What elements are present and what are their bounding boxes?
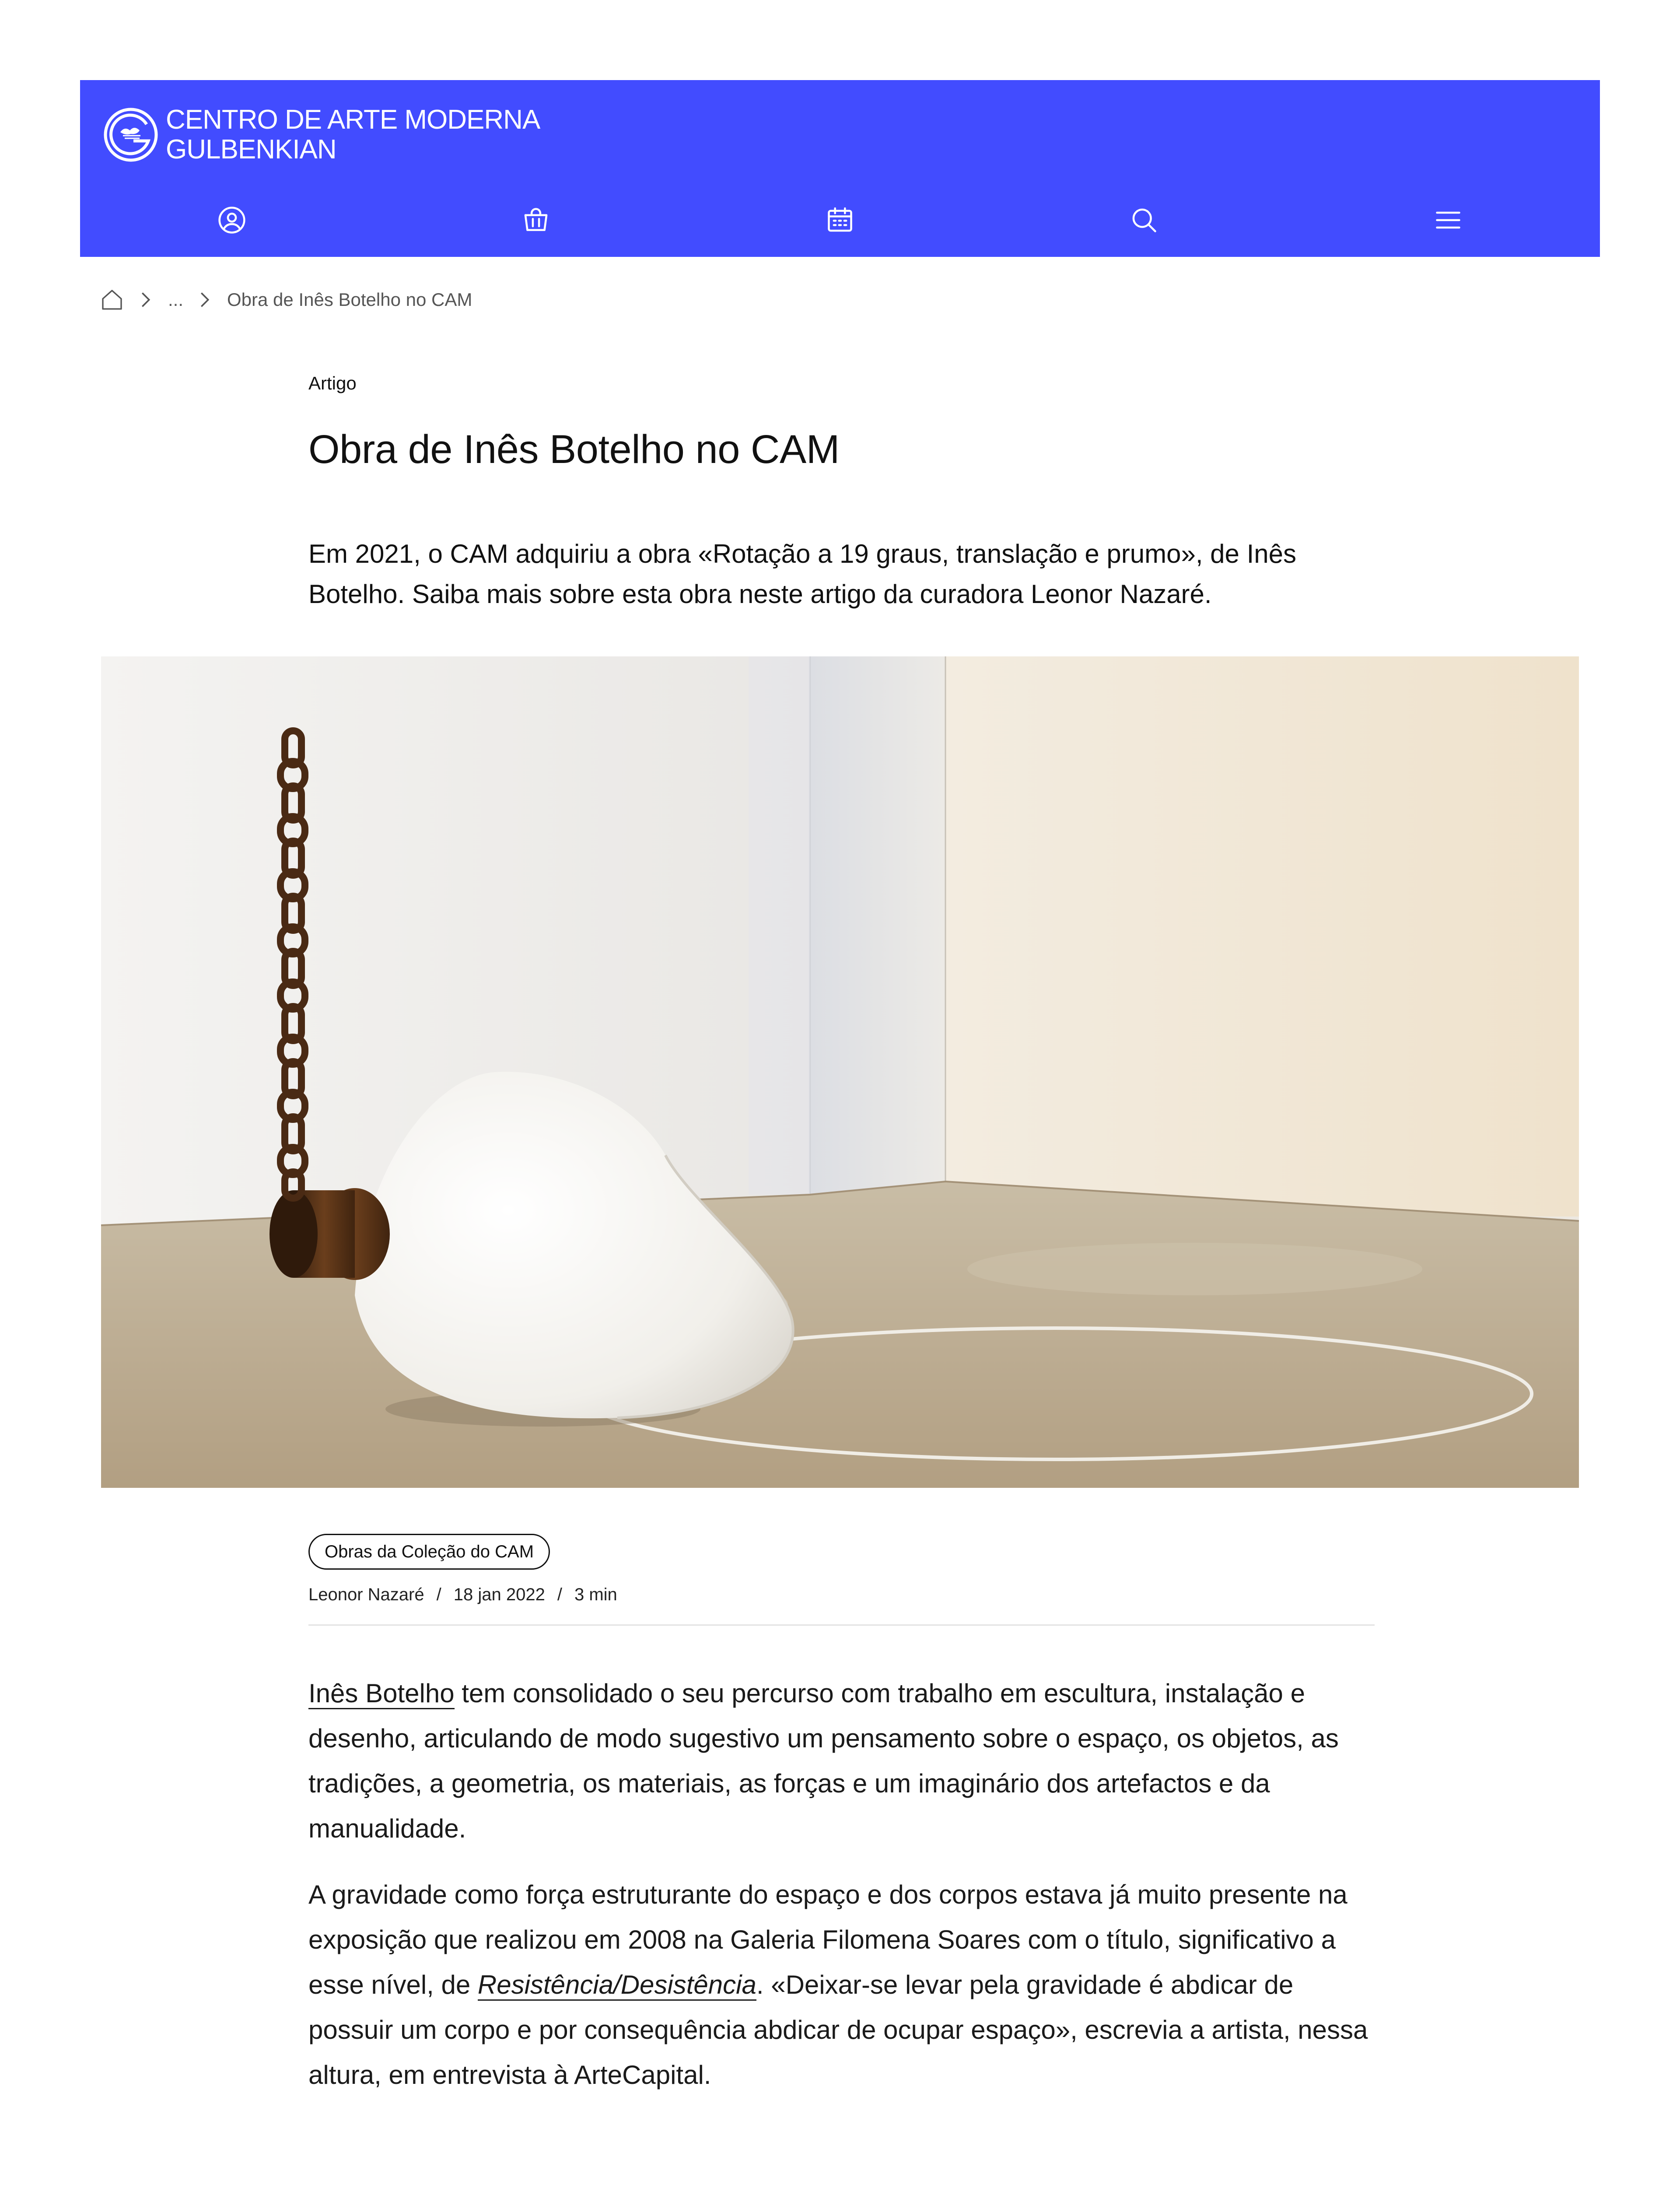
chevron-right-icon (140, 292, 151, 308)
menu-button[interactable] (1431, 203, 1466, 238)
breadcrumb (100, 284, 472, 316)
user-icon (217, 205, 247, 235)
article-body (308, 1671, 1376, 2118)
artist-link[interactable]: Inês Botelho (308, 1679, 455, 1709)
collection-tag[interactable]: Obras da Coleção do CAM (308, 1534, 550, 1570)
calendar-icon (825, 205, 855, 235)
hero-artwork-image (101, 656, 1579, 1488)
site-header (80, 80, 1600, 257)
account-button[interactable] (214, 203, 249, 238)
search-button[interactable] (1127, 203, 1162, 238)
header-toolbar (80, 203, 1600, 238)
exhibition-title: Resistência/Desistência (477, 1970, 756, 1999)
artwork-photo (101, 656, 1579, 1488)
search-icon (1129, 205, 1159, 235)
meta-divider (308, 1624, 1375, 1626)
breadcrumb-ellipsis[interactable]: ... (168, 289, 184, 310)
chevron-right-icon (199, 292, 210, 308)
breadcrumb-home-link[interactable] (100, 288, 124, 312)
paragraph-text: A gravidade como força estruturante do espaço e dos corpos estava já muito presente na exposição que realizou em 2008 na Galeria Filomena Soares com o título, significativo a esse nível, de (308, 1880, 1348, 1999)
body-paragraph (308, 1671, 1376, 1851)
meta-separator: / (557, 1585, 562, 1604)
breadcrumb-separator (199, 292, 210, 308)
brand-logo-link[interactable] (103, 105, 540, 165)
article-meta (308, 1585, 617, 1605)
article-kicker: Artigo (308, 373, 357, 393)
menu-icon (1433, 205, 1463, 235)
calendar-button[interactable] (822, 203, 858, 238)
shopping-bag-icon (521, 205, 551, 235)
gulbenkian-logo-icon (103, 107, 159, 163)
breadcrumb-separator (140, 292, 151, 308)
article-lede: Em 2021, o CAM adquiriu a obra «Rotação a 19 graus, translação e prumo», de Inês Botelho. Saiba mais sobre esta obra neste artigo da curadora Leonor Nazaré. (308, 539, 1296, 609)
body-paragraph (308, 1872, 1376, 2097)
meta-separator: / (436, 1585, 441, 1604)
brand-line-1: CENTRO DE ARTE MODERNA (166, 105, 540, 135)
paragraph-text: tem consolidado o seu percurso com trabalho em escultura, instalação e desenho, articulando de modo sugestivo um pensamento sobre o espaço, os objetos, as tradições, a geometria, os materiais, as forças e um imaginário dos artefactos e da manualidade. (308, 1679, 1339, 1843)
home-icon (100, 288, 124, 312)
brand-line-2: GULBENKIAN (166, 134, 336, 165)
article-date: 18 jan 2022 (453, 1585, 545, 1604)
reading-time: 3 min (574, 1585, 617, 1604)
breadcrumb-current: Obra de Inês Botelho no CAM (227, 289, 472, 310)
article-author: Leonor Nazaré (308, 1585, 424, 1604)
exhibition-link[interactable] (478, 1970, 756, 2001)
brand-name (166, 105, 540, 165)
shop-button[interactable] (518, 203, 553, 238)
page-title: Obra de Inês Botelho no CAM (308, 427, 840, 472)
paragraph-text: . «Deixar-se levar pela gravidade é abdicar de possuir um corpo e por consequência abdicar de ocupar espaço», escrevia a artista, nessa altura, em entrevista à ArteCapital. (308, 1970, 1368, 2090)
